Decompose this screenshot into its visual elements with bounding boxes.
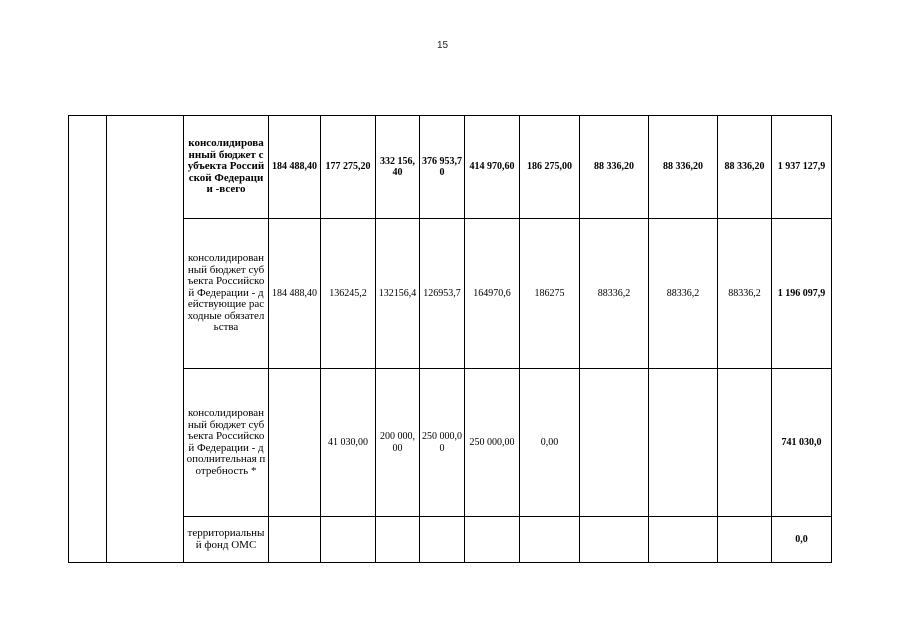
table-cell: 88336,2 — [718, 219, 772, 369]
table-row — [69, 369, 832, 517]
table-cell: 186 275,00 — [520, 116, 580, 219]
table-cell: 88 336,20 — [718, 116, 772, 219]
table-cell — [580, 517, 649, 563]
table-cell: 332 156,40 — [376, 116, 420, 219]
table-cell — [420, 517, 465, 563]
table-cell: 88 336,20 — [649, 116, 718, 219]
row-label: консолидированный бюджет субъекта Российской Федерации -всего — [184, 116, 269, 219]
table-cell: 250 000,00 — [420, 369, 465, 517]
table-cell: 250 000,00 — [465, 369, 520, 517]
page-number: 15 — [436, 40, 449, 51]
table-cell — [321, 517, 376, 563]
table-cell: 0,00 — [520, 369, 580, 517]
table-cell — [649, 517, 718, 563]
row-label: консолидированный бюджет субъекта Российской Федерации - дополнительная потребность * — [184, 369, 269, 517]
table-cell: 376 953,70 — [420, 116, 465, 219]
row-total: 1 937 127,9 — [772, 116, 832, 219]
table-cell — [580, 369, 649, 517]
table-cell: 136245,2 — [321, 219, 376, 369]
table-row — [69, 517, 832, 563]
table-cell-empty — [69, 116, 107, 563]
row-total: 741 030,0 — [772, 369, 832, 517]
table-cell — [718, 369, 772, 517]
table-cell — [718, 517, 772, 563]
table-cell: 41 030,00 — [321, 369, 376, 517]
table-cell — [465, 517, 520, 563]
row-total: 0,0 — [772, 517, 832, 563]
table-cell-empty — [107, 116, 184, 563]
table-cell: 414 970,60 — [465, 116, 520, 219]
table-cell: 186275 — [520, 219, 580, 369]
table-cell — [376, 517, 420, 563]
budget-table — [68, 115, 832, 563]
table-cell: 88336,2 — [649, 219, 718, 369]
table-cell: 184 488,40 — [269, 219, 321, 369]
table-cell: 177 275,20 — [321, 116, 376, 219]
table-cell: 164970,6 — [465, 219, 520, 369]
table-cell — [649, 369, 718, 517]
table-row — [69, 219, 832, 369]
table-cell: 88 336,20 — [580, 116, 649, 219]
row-label: территориальный фонд ОМС — [184, 517, 269, 563]
table-cell: 200 000,00 — [376, 369, 420, 517]
row-label: консолидированный бюджет субъекта Российской Федерации - действующие расходные обязательства — [184, 219, 269, 369]
table-cell: 88336,2 — [580, 219, 649, 369]
table-cell — [269, 517, 321, 563]
table-cell: 184 488,40 — [269, 116, 321, 219]
table-cell: 126953,7 — [420, 219, 465, 369]
table-cell — [269, 369, 321, 517]
row-total: 1 196 097,9 — [772, 219, 832, 369]
table-row — [69, 116, 832, 219]
table-cell — [520, 517, 580, 563]
table-cell: 132156,4 — [376, 219, 420, 369]
